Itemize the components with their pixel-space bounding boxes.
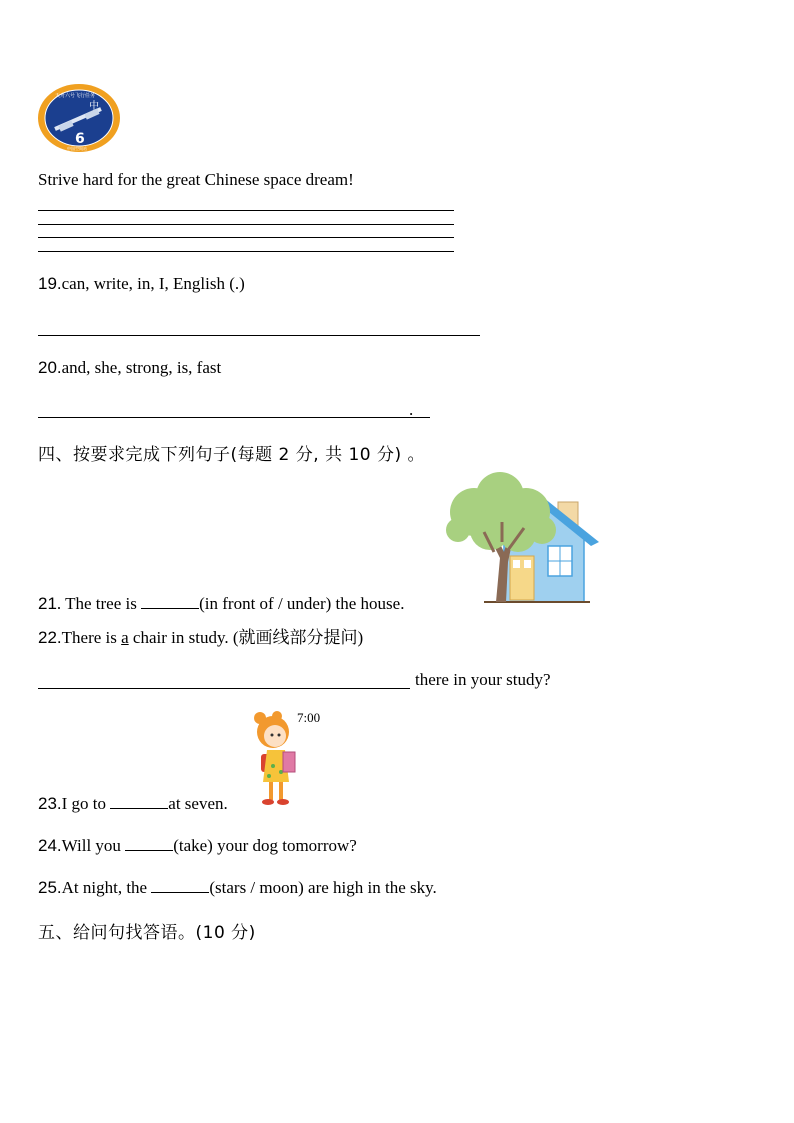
question-number: 22.: [38, 628, 62, 647]
writing-line[interactable]: [38, 251, 454, 252]
answer-blank[interactable]: [141, 594, 199, 609]
answer-blank[interactable]: [125, 836, 173, 851]
question-text: There is: [61, 628, 122, 647]
writing-line[interactable]: [38, 224, 454, 225]
question-number: 24.: [38, 836, 62, 855]
svg-text:6: 6: [75, 131, 85, 147]
writing-line[interactable]: [38, 210, 454, 211]
underlined-word: a: [121, 628, 129, 647]
girl-with-books-illustration: [251, 710, 301, 808]
tree-house-illustration: [444, 472, 600, 608]
question-number: 23.: [38, 794, 62, 813]
question-text: . The tree is: [56, 594, 142, 613]
question-text: Will you: [61, 836, 126, 855]
svg-text:中: 中: [89, 101, 99, 112]
question-text: (take) your dog tomorrow?: [173, 836, 357, 855]
svg-text:中国空间站: 中国空间站: [67, 146, 87, 151]
clock-time-label: 7:00: [297, 710, 321, 725]
question-21: [38, 594, 404, 614]
question-22: [38, 628, 363, 648]
section-5-title: 五、给问句找答语。(10 分): [38, 923, 256, 943]
tree-house-icon: [444, 472, 600, 608]
question-20: [38, 358, 221, 378]
question-number: 20.: [38, 358, 62, 377]
question-number: 21: [38, 594, 57, 613]
slogan-text: Strive hard for the great Chinese space dream!: [38, 170, 354, 189]
question-19: [38, 274, 245, 294]
mission-logo: [37, 83, 121, 153]
answer-line-19[interactable]: [38, 335, 480, 336]
answer-blank[interactable]: [110, 794, 168, 809]
girl-icon: [251, 710, 301, 808]
question-text: chair in study. (就画线部分提问): [128, 628, 364, 647]
question-number: 25.: [38, 878, 62, 897]
question-text: At night, the: [61, 878, 152, 897]
question-23: [38, 794, 228, 814]
question-text: (in front of / under) the house.: [199, 594, 405, 613]
question-number: 19.: [38, 274, 62, 293]
answer-tail-text: there in your study?: [415, 670, 551, 689]
svg-text:天舟六号飞行任务: 天舟六号飞行任务: [55, 93, 96, 99]
question-text: and, she, strong, is, fast: [61, 358, 222, 377]
mission-badge-icon: [37, 83, 121, 153]
question-text: can, write, in, I, English (.): [61, 274, 245, 293]
writing-line[interactable]: [38, 237, 454, 238]
answer-blank[interactable]: [151, 878, 209, 893]
question-24: [38, 836, 357, 856]
end-period: .: [409, 400, 414, 419]
answer-line-22[interactable]: [38, 688, 410, 689]
section-4-title: 四、按要求完成下列句子(每题 2 分, 共 10 分) 。: [38, 445, 426, 465]
question-text: at seven.: [168, 794, 228, 813]
question-25: [38, 878, 437, 898]
question-text: (stars / moon) are high in the sky.: [209, 878, 437, 897]
question-text: I go to: [61, 794, 111, 813]
answer-line-20[interactable]: [38, 417, 430, 418]
